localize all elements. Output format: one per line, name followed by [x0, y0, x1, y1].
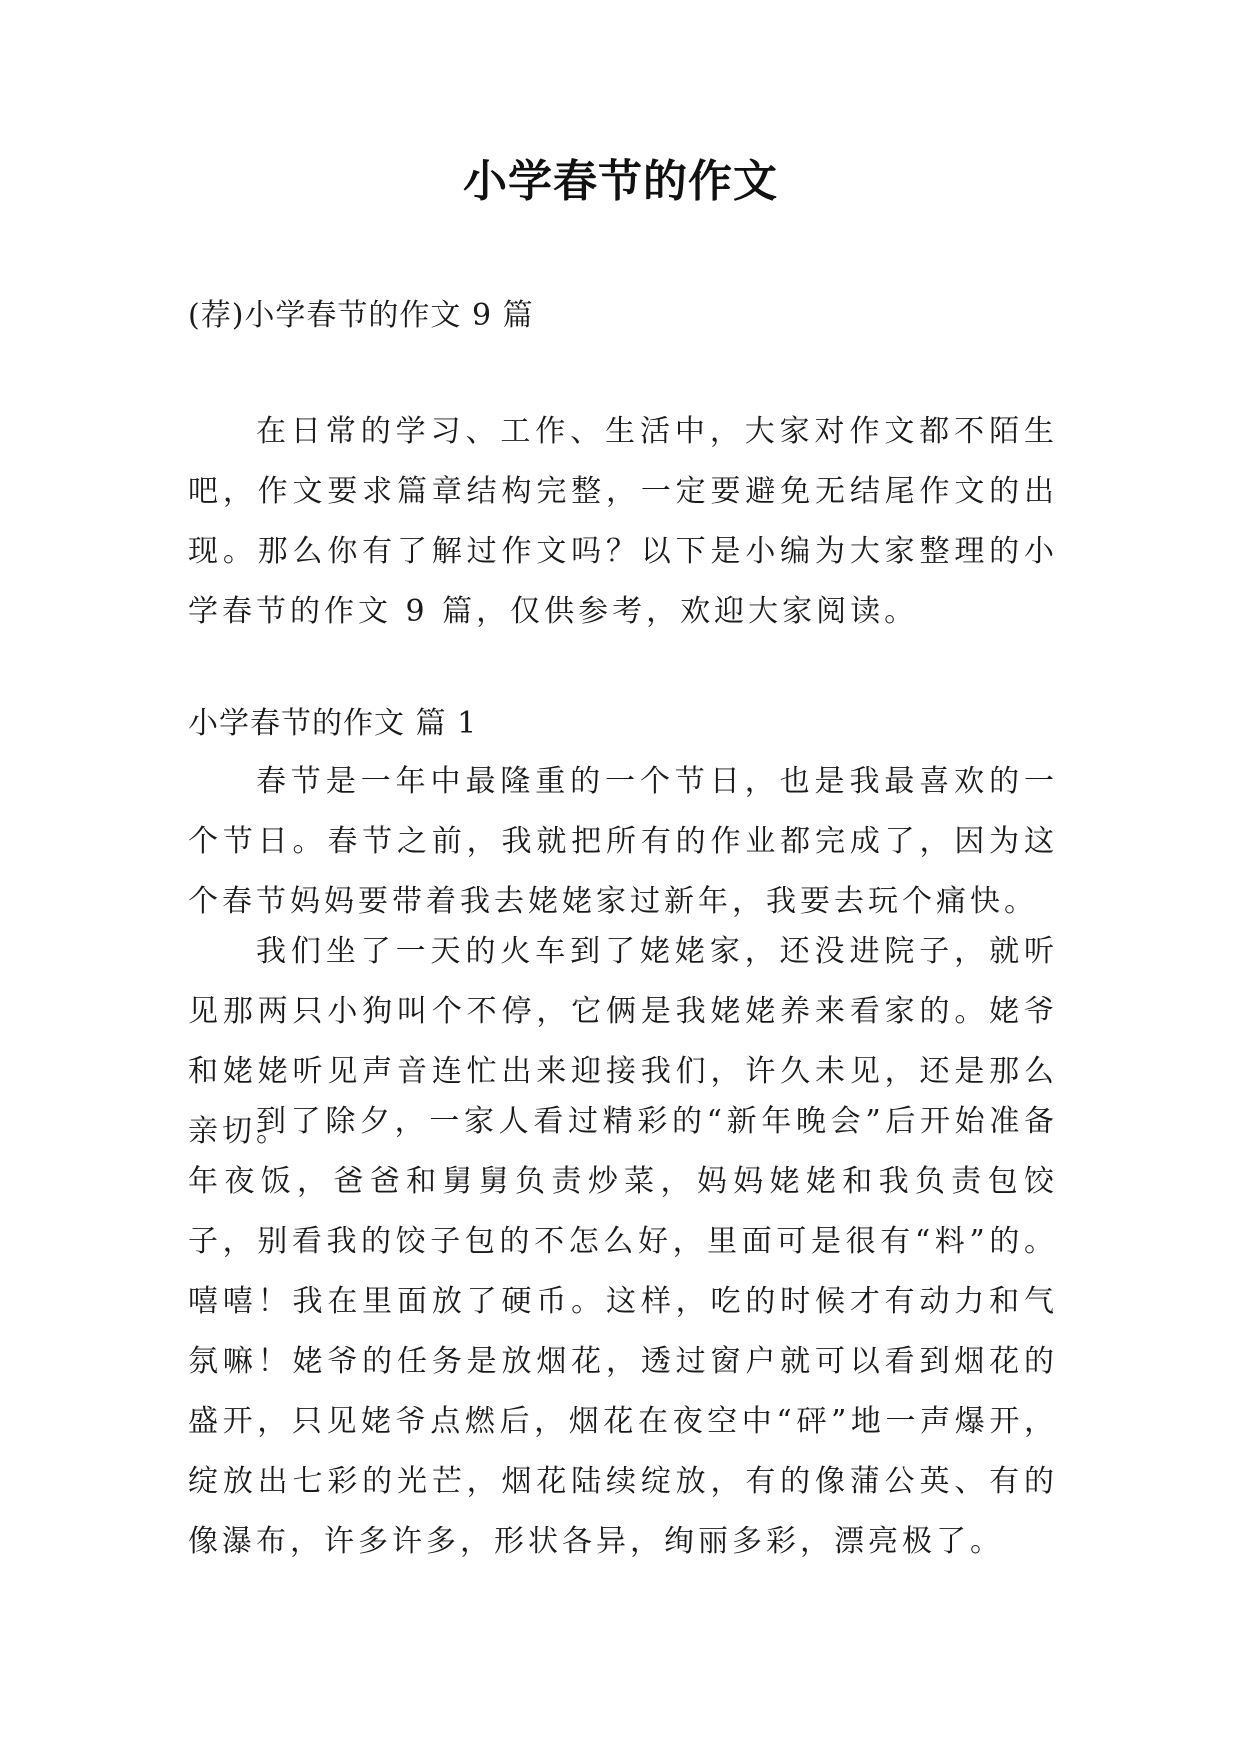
document-title: 小学春节的作文	[463, 156, 778, 207]
intro-paragraph: 在日常的学习、工作、生活中，大家对作文都不陌生吧，作文要求篇章结构完整，一定要避免无结尾作文的出现。那么你有了解过作文吗？以下是小编为大家整理的小学春节的作文 9 篇，仅供参考，欢迎大家阅读。	[188, 414, 1058, 629]
body-paragraph-3: 到了除夕，一家人看过精彩的“新年晚会”后开始准备年夜饭，爸爸和舅舅负责炒菜，妈妈姥姥和我负责包饺子，别看我的饺子包的不怎么好，里面可是很有“料”的。嘻嘻！我在里面放了硬币。这样，吃的时候才有动力和气氛嘛！姥爷的任务是放烟花，透过窗户就可以看到烟花的盛开，只见姥爷点燃后，烟花在夜空中“砰”地一声爆开，绽放出七彩的光芒，烟花陆续绽放，有的像蒲公英、有的像瀑布，许多许多，形状各异，绚丽多彩，漂亮极了。	[188, 1104, 1058, 1559]
body-paragraph-2: 我们坐了一天的火车到了姥姥家，还没进院子，就听见那两只小狗叫个不停，它俩是我姥姥养来看家的。姥爷和姥姥听见声音连忙出来迎接我们，许久未见，还是那么亲切。	[188, 934, 1058, 1149]
document-subtitle: (荐)小学春节的作文 9 篇	[188, 298, 534, 333]
body-paragraph-1: 春节是一年中最隆重的一个节日，也是我最喜欢的一个节日。春节之前，我就把所有的作业都完成了，因为这个春节妈妈要带着我去姥姥家过新年，我要去玩个痛快。	[188, 764, 1058, 919]
section-heading: 小学春节的作文 篇 1	[188, 706, 478, 741]
